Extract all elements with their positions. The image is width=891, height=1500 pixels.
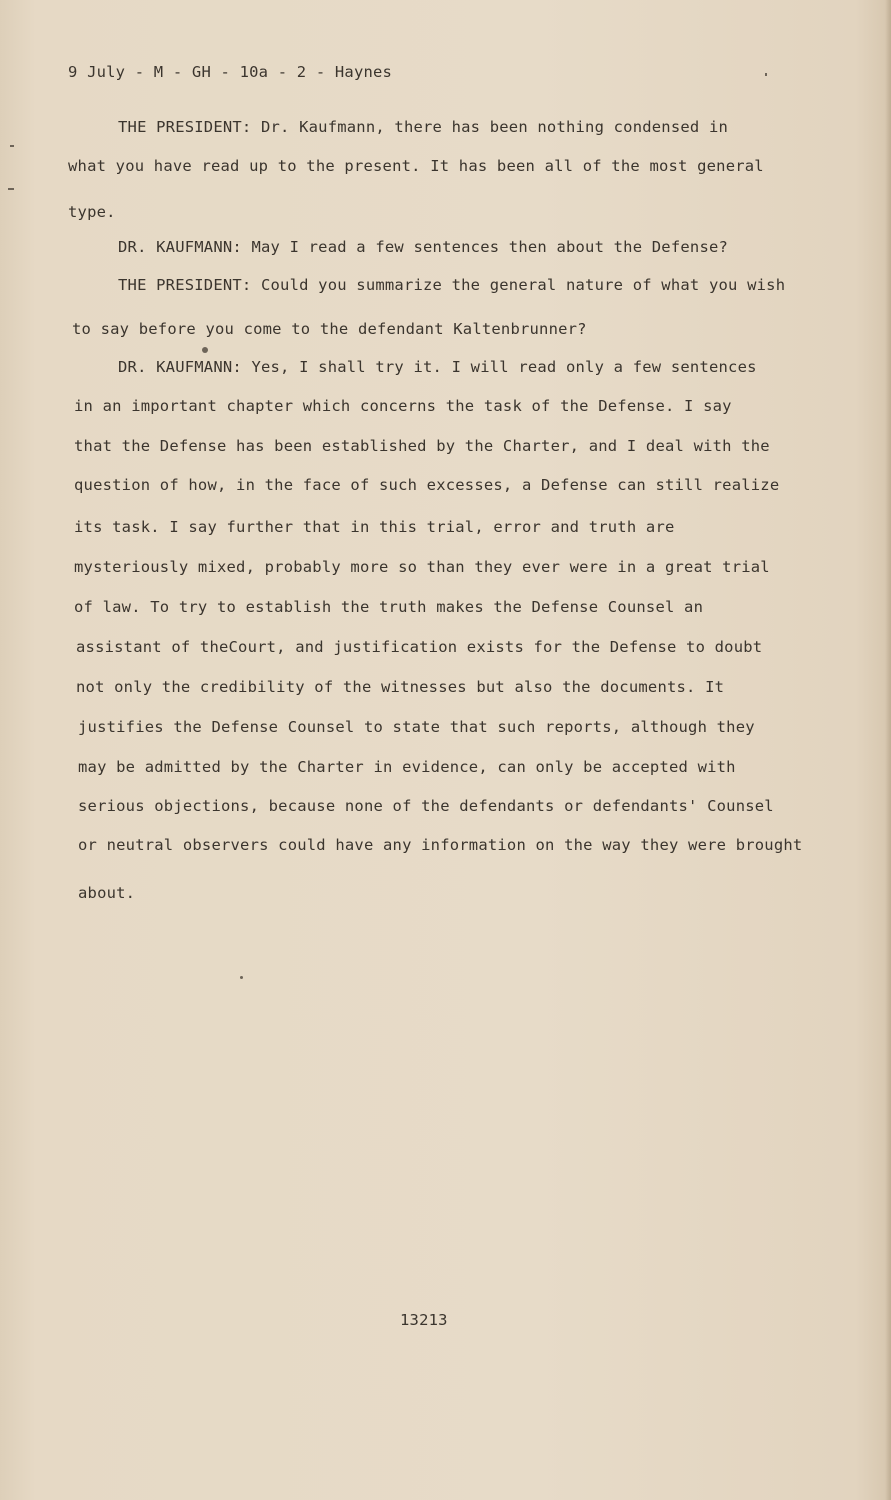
text-line: about.	[78, 884, 136, 902]
text-line: DR. KAUFMANN: Yes, I shall try it. I will read only a few sentences	[118, 358, 757, 376]
text-line: assistant of theCourt, and justification exists for the Defense to doubt	[76, 638, 763, 656]
text-line: question of how, in the face of such excesses, a Defense can still realize	[74, 476, 780, 494]
text-line: DR. KAUFMANN: May I read a few sentences then about the Defense?	[118, 238, 729, 256]
text-line: THE PRESIDENT: Could you summarize the general nature of what you wish	[118, 276, 786, 294]
page-edge-shadow	[885, 0, 891, 1500]
paper-speck	[8, 188, 14, 190]
text-line: of law. To try to establish the truth makes the Defense Counsel an	[74, 598, 704, 616]
text-line: type.	[68, 203, 116, 221]
paper-speck	[765, 73, 767, 76]
text-line: in an important chapter which concerns the task of the Defense. I say	[74, 397, 732, 415]
text-line: THE PRESIDENT: Dr. Kaufmann, there has been nothing condensed in	[118, 118, 729, 136]
text-line: what you have read up to the present. It has been all of the most general	[68, 157, 764, 175]
page-header: 9 July - M - GH - 10a - 2 - Haynes	[68, 63, 393, 81]
text-line: may be admitted by the Charter in evidence, can only be accepted with	[78, 758, 736, 776]
text-line: to say before you come to the defendant Kaltenbrunner?	[72, 320, 587, 338]
paper-speck	[10, 145, 14, 147]
page-number: 13213	[400, 1311, 448, 1329]
text-line: not only the credibility of the witnesses but also the documents. It	[76, 678, 725, 696]
text-line: that the Defense has been established by the Charter, and I deal with the	[74, 437, 770, 455]
text-line: mysteriously mixed, probably more so than they ever were in a great trial	[74, 558, 770, 576]
text-line: justifies the Defense Counsel to state that such reports, although they	[78, 718, 755, 736]
text-line: or neutral observers could have any information on the way they were brought	[78, 836, 803, 854]
paper-speck	[202, 347, 208, 353]
paper-speck	[240, 976, 243, 979]
text-line: its task. I say further that in this trial, error and truth are	[74, 518, 675, 536]
text-line: serious objections, because none of the defendants or defendants' Counsel	[78, 797, 774, 815]
